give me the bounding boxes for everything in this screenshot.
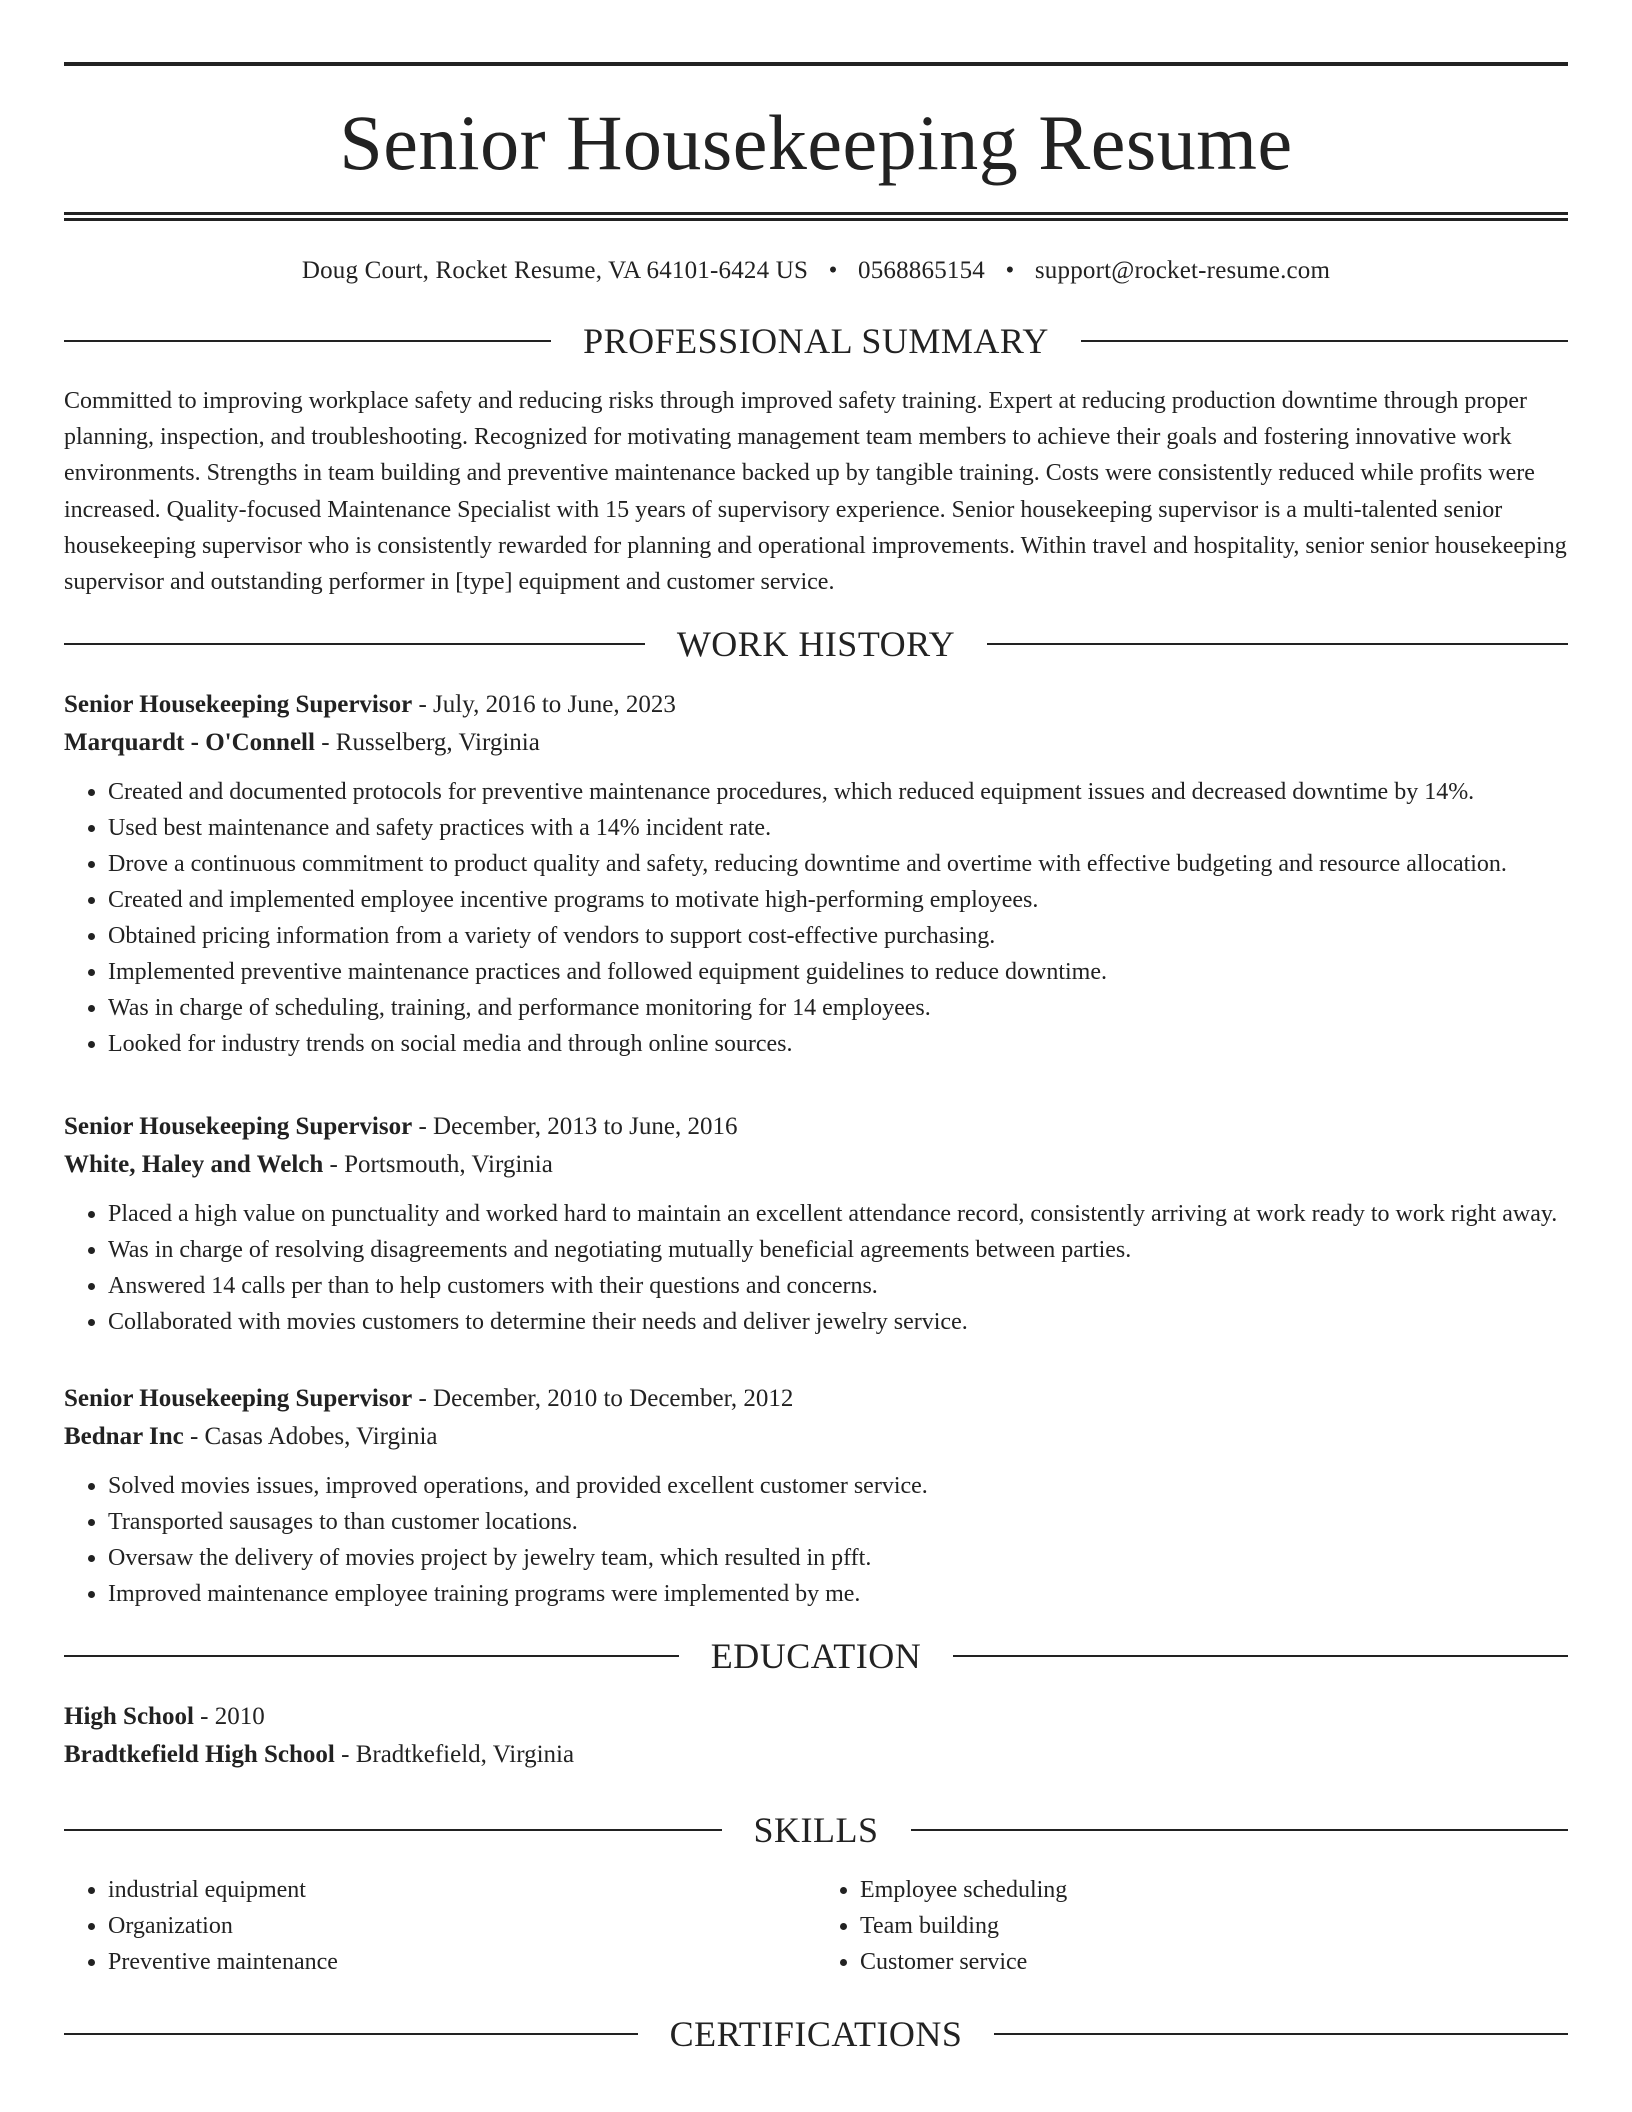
heading-rule bbox=[64, 1655, 679, 1657]
list-item: • Oversaw the delivery of movies project by jewelry team, which resulted in pfft. bbox=[108, 1540, 1568, 1576]
heading-rule bbox=[911, 1829, 1569, 1831]
education-degree: High School bbox=[64, 1703, 194, 1731]
contact-separator: • bbox=[1005, 257, 1015, 284]
skills-list bbox=[64, 1872, 1568, 1980]
education-location: - Bradtkefield, Virginia bbox=[334, 1741, 575, 1769]
job-title-line bbox=[64, 686, 1568, 724]
section-heading-education bbox=[64, 1636, 1568, 1677]
job-title: Senior Housekeeping Supervisor bbox=[64, 691, 413, 719]
job-dates: - December, 2013 to June, 2016 bbox=[412, 1113, 738, 1141]
heading-rule bbox=[994, 2033, 1568, 2035]
heading-rule bbox=[987, 643, 1568, 645]
top-rule bbox=[64, 62, 1568, 66]
list-item: • Improved maintenance employee training programs were implemented by me. bbox=[108, 1576, 1568, 1612]
job-company: Marquardt - O'Connell bbox=[64, 729, 315, 757]
summary-text: Committed to improving workplace safety and reducing risks through improved safety training. Expert at reducing production downtime through proper planning, inspection, and troubleshooting. Recognized for motivating management team members to achieve their goals and fostering innovative work environments. Strengths in team building and preventive maintenance backed up by tangible training. Costs were consistently reduced while profits were increased. Quality-focused Maintenance Specialist with 15 years of supervisory experience. Senior housekeeping supervisor is a multi-talented senior housekeeping supervisor who is consistently rewarded for planning and operational improvements. Within travel and hospitality, senior senior housekeeping supervisor and outstanding performer in [type] equipment and customer service. bbox=[64, 388, 1567, 596]
job-company: Bednar Inc bbox=[64, 1423, 184, 1451]
title-double-rule bbox=[64, 212, 1568, 221]
list-item: • Created and documented protocols for preventive maintenance procedures, which reduced equipment issues and decreased downtime by 14%. bbox=[108, 774, 1568, 810]
education-entry bbox=[64, 1698, 1568, 1774]
contact-phone: 0568865154 bbox=[858, 257, 985, 284]
list-item: • Transported sausages to than customer locations. bbox=[108, 1504, 1568, 1540]
job-entry bbox=[64, 1108, 1568, 1340]
education-year: - 2010 bbox=[193, 1703, 265, 1731]
job-dates: - December, 2010 to December, 2012 bbox=[412, 1385, 794, 1413]
heading-rule bbox=[64, 340, 551, 342]
heading-rule bbox=[1081, 340, 1568, 342]
job-dates: - July, 2016 to June, 2023 bbox=[412, 691, 676, 719]
list-item: • Implemented preventive maintenance practices and followed equipment guidelines to reduce downtime. bbox=[108, 954, 1568, 990]
heading-rule bbox=[953, 1655, 1568, 1657]
skill-item: • Preventive maintenance bbox=[108, 1944, 816, 1980]
section-heading-summary bbox=[64, 323, 1568, 359]
list-item: • Was in charge of scheduling, training, and performance monitoring for 14 employees. bbox=[108, 990, 1568, 1026]
resume-title: Senior Housekeeping Resume bbox=[339, 99, 1293, 186]
job-bullets bbox=[64, 1196, 1568, 1340]
list-item: • Was in charge of resolving disagreements and negotiating mutually beneficial agreements between parties. bbox=[108, 1232, 1568, 1268]
education-degree-line bbox=[64, 1698, 1568, 1736]
job-location: - Portsmouth, Virginia bbox=[323, 1151, 553, 1179]
job-company-line bbox=[64, 1146, 1568, 1184]
skill-item: • Customer service bbox=[860, 1944, 1568, 1980]
education-school: Bradtkefield High School bbox=[64, 1741, 335, 1769]
contact-separator: • bbox=[828, 257, 838, 284]
section-heading-skills bbox=[64, 1810, 1568, 1851]
contact-line bbox=[64, 257, 1568, 285]
job-location: - Casas Adobes, Virginia bbox=[183, 1423, 438, 1451]
section-heading-certifications bbox=[64, 2014, 1568, 2055]
contact-address: Doug Court, Rocket Resume, VA 64101-6424 US bbox=[301, 257, 809, 284]
job-title-line bbox=[64, 1108, 1568, 1146]
list-item: • Placed a high value on punctuality and worked hard to maintain an excellent attendance record, consistently arriving at work ready to work right away. bbox=[108, 1196, 1568, 1232]
job-company-line bbox=[64, 724, 1568, 762]
list-item: • Collaborated with movies customers to determine their needs and deliver jewelry service. bbox=[108, 1304, 1568, 1340]
section-title: SKILLS bbox=[753, 1810, 879, 1851]
heading-rule bbox=[64, 2033, 638, 2035]
job-title-line bbox=[64, 1380, 1568, 1418]
list-item: • Created and implemented employee incentive programs to motivate high-performing employees. bbox=[108, 882, 1568, 918]
job-title: Senior Housekeeping Supervisor bbox=[64, 1113, 413, 1141]
list-item: • Obtained pricing information from a variety of vendors to support cost-effective purchasing. bbox=[108, 918, 1568, 954]
skill-item: • Team building bbox=[860, 1908, 1568, 1944]
job-bullets bbox=[64, 1468, 1568, 1612]
job-title: Senior Housekeeping Supervisor bbox=[64, 1385, 413, 1413]
list-item: • Looked for industry trends on social media and through online sources. bbox=[108, 1026, 1568, 1062]
job-entry bbox=[64, 1380, 1568, 1612]
job-bullets bbox=[64, 774, 1568, 1062]
list-item: • Solved movies issues, improved operations, and provided excellent customer service. bbox=[108, 1468, 1568, 1504]
skills-column-left bbox=[64, 1872, 816, 1980]
skill-item: • Organization bbox=[108, 1908, 816, 1944]
heading-rule bbox=[64, 643, 645, 645]
job-entry bbox=[64, 686, 1568, 1062]
job-company-line bbox=[64, 1418, 1568, 1456]
skill-item: • Employee scheduling bbox=[860, 1872, 1568, 1908]
section-heading-work bbox=[64, 624, 1568, 665]
job-location: - Russelberg, Virginia bbox=[314, 729, 540, 757]
section-title: WORK HISTORY bbox=[676, 624, 956, 665]
section-title: PROFESSIONAL SUMMARY bbox=[583, 321, 1049, 361]
education-school-line bbox=[64, 1736, 1568, 1774]
section-title: EDUCATION bbox=[710, 1636, 922, 1677]
list-item: • Used best maintenance and safety practices with a 14% incident rate. bbox=[108, 810, 1568, 846]
contact-email: support@rocket-resume.com bbox=[1034, 257, 1331, 284]
section-title: CERTIFICATIONS bbox=[669, 2014, 963, 2055]
list-item: • Answered 14 calls per than to help customers with their questions and concerns. bbox=[108, 1268, 1568, 1304]
heading-rule bbox=[64, 1829, 722, 1831]
list-item: • Drove a continuous commitment to product quality and safety, reducing downtime and overtime with effective budgeting and resource allocation. bbox=[108, 846, 1568, 882]
skills-column-right bbox=[816, 1872, 1568, 1980]
skill-item: • industrial equipment bbox=[108, 1872, 816, 1908]
job-company: White, Haley and Welch bbox=[64, 1151, 324, 1179]
